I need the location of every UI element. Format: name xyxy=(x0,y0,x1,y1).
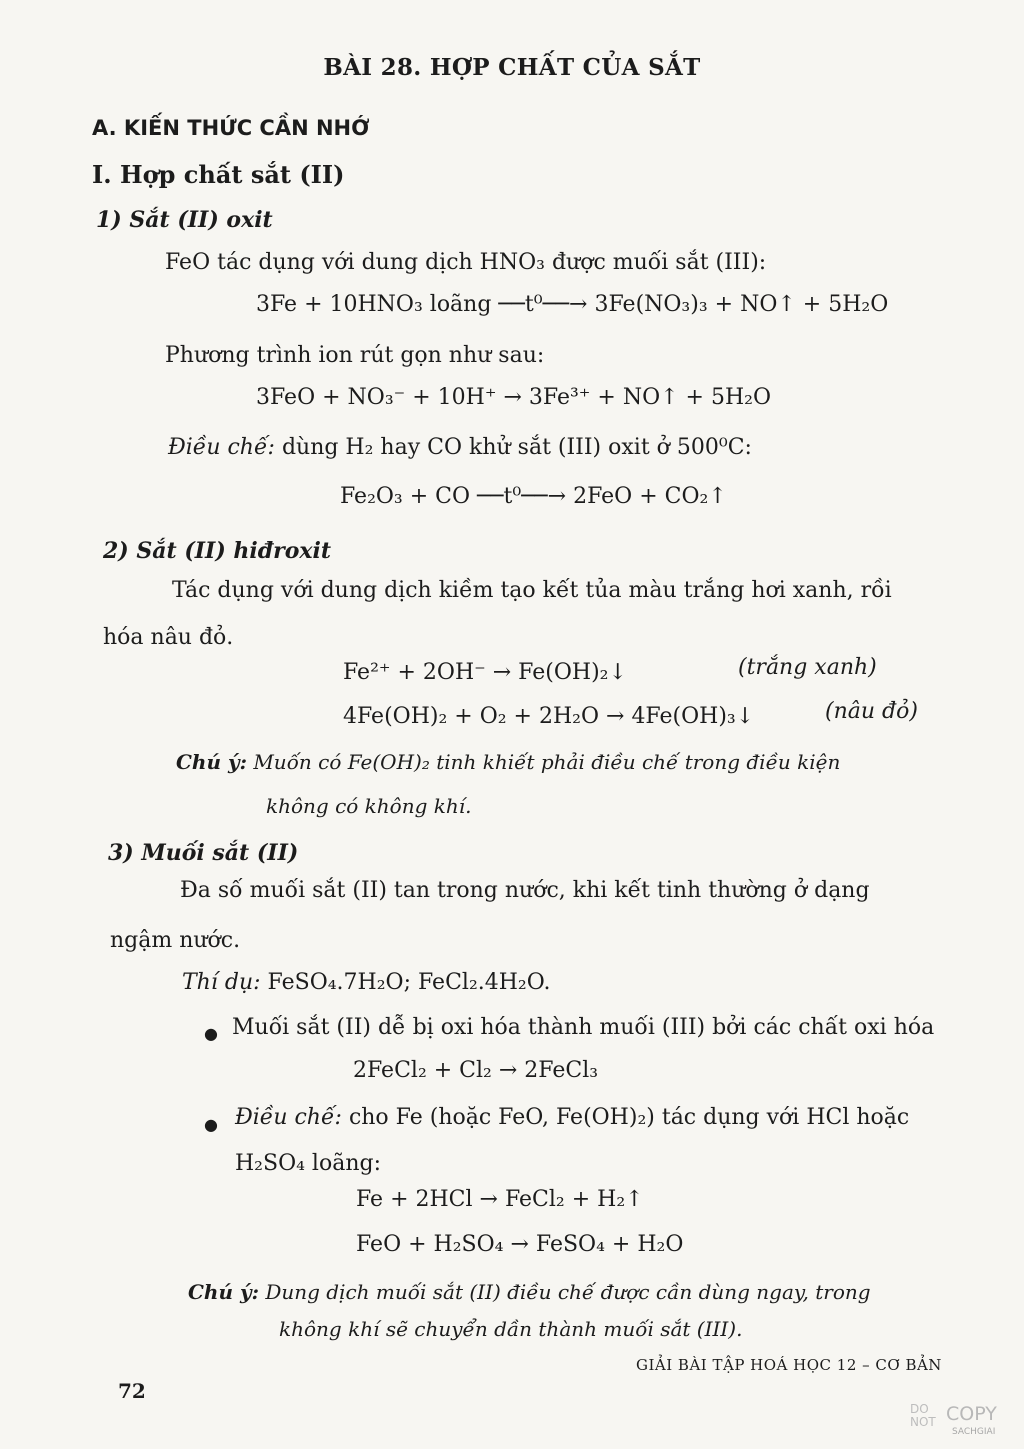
s3-note-line-1 xyxy=(188,1280,871,1304)
s3-bullet-2-dot: ● xyxy=(204,1115,218,1134)
s3-equation-2: Fe + 2HCl → FeCl₂ + H₂↑ xyxy=(356,1187,644,1212)
s2-note-line-2: không có không khí. xyxy=(266,794,472,818)
s3-equation-3: FeO + H₂SO₄ → FeSO₄ + H₂O xyxy=(356,1232,684,1257)
page-number: 72 xyxy=(118,1379,146,1403)
watermark-line-2: NOT xyxy=(910,1415,936,1429)
watermark-brand: SACHGIAI xyxy=(952,1427,996,1437)
section-a-heading: A. KIẾN THỨC CẦN NHỚ xyxy=(92,116,370,140)
s3-note-text: Dung dịch muối sắt (II) điều chế được cần dùng ngay, trong xyxy=(265,1280,871,1304)
s3-line-2: ngậm nước. xyxy=(110,928,241,953)
s3-equation-1: 2FeCl₂ + Cl₂ → 2FeCl₃ xyxy=(353,1058,599,1083)
s3-bullet-2-label: Điều chế: xyxy=(235,1105,342,1130)
s2-line-1: Tác dụng với dung dịch kiềm tạo kết tủa màu trắng hơi xanh, rồi xyxy=(172,578,892,603)
watermark xyxy=(910,1403,936,1429)
s2-equation-2: 4Fe(OH)₂ + O₂ + 2H₂O → 4Fe(OH)₃↓ xyxy=(343,704,755,729)
watermark-line-1: DO xyxy=(910,1402,929,1416)
s1-equation-3: Fe₂O₃ + CO ──t⁰──→ 2FeO + CO₂↑ xyxy=(340,484,727,509)
s2-equation-2-note: (nâu đỏ) xyxy=(825,699,918,724)
page-title: BÀI 28. HỢP CHẤT CỦA SẮT xyxy=(323,54,701,81)
s1-equation-2: 3FeO + NO₃⁻ + 10H⁺ → 3Fe³⁺ + NO↑ + 5H₂O xyxy=(256,385,771,410)
part-1-heading: I. Hợp chất sắt (II) xyxy=(92,160,345,189)
s3-example-text: FeSO₄.7H₂O; FeCl₂.4H₂O. xyxy=(267,970,551,995)
s2-line-2: hóa nâu đỏ. xyxy=(103,625,234,650)
s1-prep-label: Điều chế: xyxy=(168,435,275,460)
s3-example-label: Thí dụ: xyxy=(182,970,261,995)
s1-intro: FeO tác dụng với dung dịch HNO₃ được muối sắt (III): xyxy=(165,250,767,275)
footer-book-title: GIẢI BÀI TẬP HOÁ HỌC 12 – CƠ BẢN xyxy=(636,1356,942,1374)
s3-line-1: Đa số muối sắt (II) tan trong nước, khi kết tinh thường ở dạng xyxy=(180,878,870,903)
s3-note-label: Chú ý: xyxy=(188,1280,259,1304)
s2-note-label: Chú ý: xyxy=(176,750,247,774)
s1-heading: 1) Sắt (II) oxit xyxy=(96,207,273,233)
s2-equation-1: Fe²⁺ + 2OH⁻ → Fe(OH)₂↓ xyxy=(343,660,627,685)
s3-bullet-2-line-2: H₂SO₄ loãng: xyxy=(235,1151,381,1176)
s1-prep-text: dùng H₂ hay CO khử sắt (III) oxit ở 500⁰C: xyxy=(281,435,752,460)
s2-equation-1-note: (trắng xanh) xyxy=(738,655,877,680)
s2-note-line-1 xyxy=(176,750,840,774)
s1-prep-line xyxy=(168,435,752,460)
s2-heading: 2) Sắt (II) hiđroxit xyxy=(103,538,332,564)
s2-note-text: Muốn có Fe(OH)₂ tinh khiết phải điều chế trong điều kiện xyxy=(253,750,841,774)
s3-bullet-1-dot: ● xyxy=(204,1024,218,1043)
s3-heading: 3) Muối sắt (II) xyxy=(108,840,299,866)
s1-equation-1: 3Fe + 10HNO₃ loãng ──t⁰──→ 3Fe(NO₃)₃ + NO↑ + 5H₂O xyxy=(256,292,889,317)
s1-ion-intro: Phương trình ion rút gọn như sau: xyxy=(165,343,545,368)
s3-bullet-1: Muối sắt (II) dễ bị oxi hóa thành muối (III) bởi các chất oxi hóa xyxy=(232,1015,935,1040)
s3-note-line-2: không khí sẽ chuyển dần thành muối sắt (III). xyxy=(279,1317,743,1341)
s3-example-line xyxy=(182,970,551,995)
watermark-copy: COPY xyxy=(946,1403,997,1425)
s3-bullet-2-line-1 xyxy=(235,1105,909,1130)
s3-bullet-2-text: cho Fe (hoặc FeO, Fe(OH)₂) tác dụng với HCl hoặc xyxy=(348,1105,910,1130)
